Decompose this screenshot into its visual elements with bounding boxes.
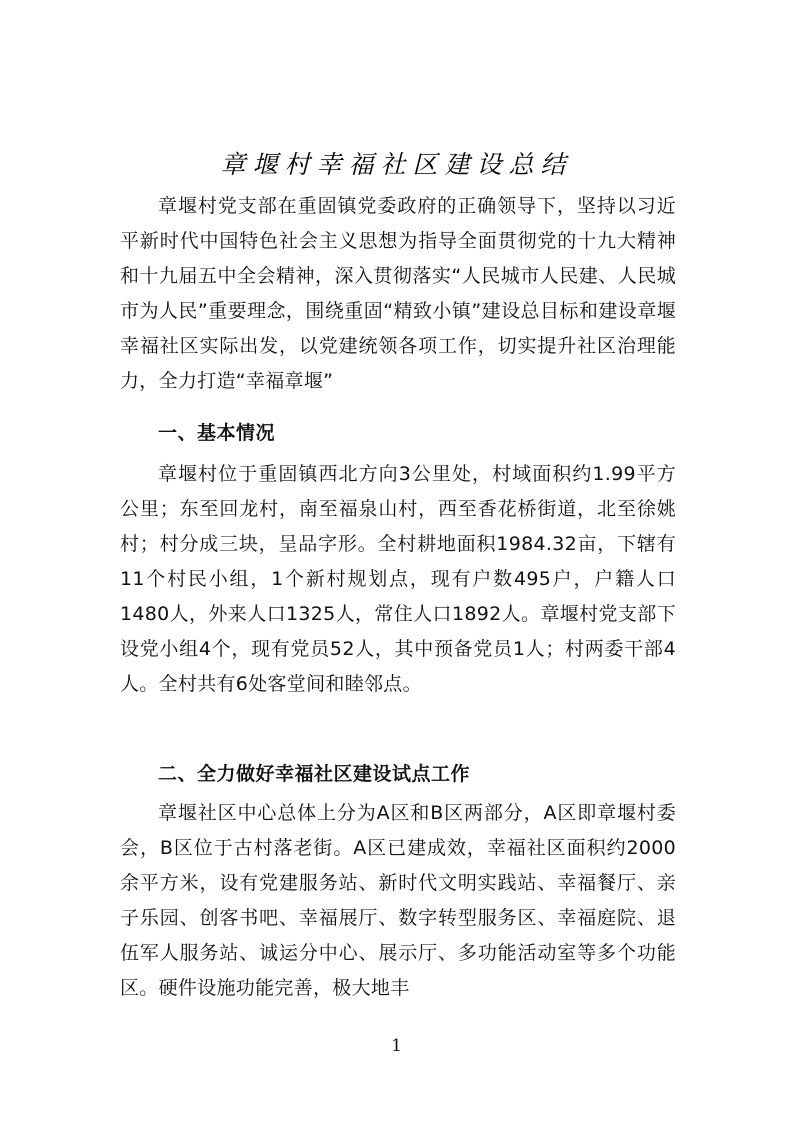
document-title: 章堰村幸福社区建设总结 — [220, 150, 573, 179]
intro-paragraph: 章堰村党支部在重固镇党委政府的正确领导下，坚持以习近平新时代中国特色社会主义思想为指导全面贯彻党的十九大精神和十九届五中全会精神，深入贯彻落实“人民城市人民建、人民城市为人民”重要理念，围绕重固“精致小镇”建设总目标和建设章堰幸福社区实际出发，以党建统领各项工作，切实提升社区治理能力，全力打造“幸福章堰” — [120, 195, 676, 392]
section-heading-pilot-work: 二、全力做好幸福社区建设试点工作 — [158, 763, 471, 785]
pilot-work-paragraph: 章堰社区中心总体上分为A区和B区两部分，A区即章堰村委会，B区位于古村落老街。A区已建成效，幸福社区面积约2000余平方米，设有党建服务站、新时代文明实践站、幸福餐厅、亲子乐园、创客书吧、幸福展厅、数字转型服务区、幸福庭院、退伍军人服务站、诚运分中心、展示厅、多功能活动室等多个功能区。硬件设施功能完善，极大地丰 — [120, 802, 676, 999]
section-heading-basic-info: 一、基本情况 — [158, 422, 276, 444]
basic-info-paragraph: 章堰村位于重固镇西北方向3公里处，村域面积约1.99平方公里；东至回龙村，南至福泉山村，西至香花桥街道，北至徐姚村；村分成三块，呈品字形。全村耕地面积1984.32亩，下辖有11个村民小组，1个新村规划点，现有户数495户，户籍人口1480人，外来人口1325人，常住人口1892人。章堰村党支部下设党小组4个，现有党员52人，其中预备党员1人；村两委干部4人。全村共有6处客堂间和睦邻点。 — [120, 463, 676, 695]
page-number: 1 — [391, 1036, 402, 1056]
